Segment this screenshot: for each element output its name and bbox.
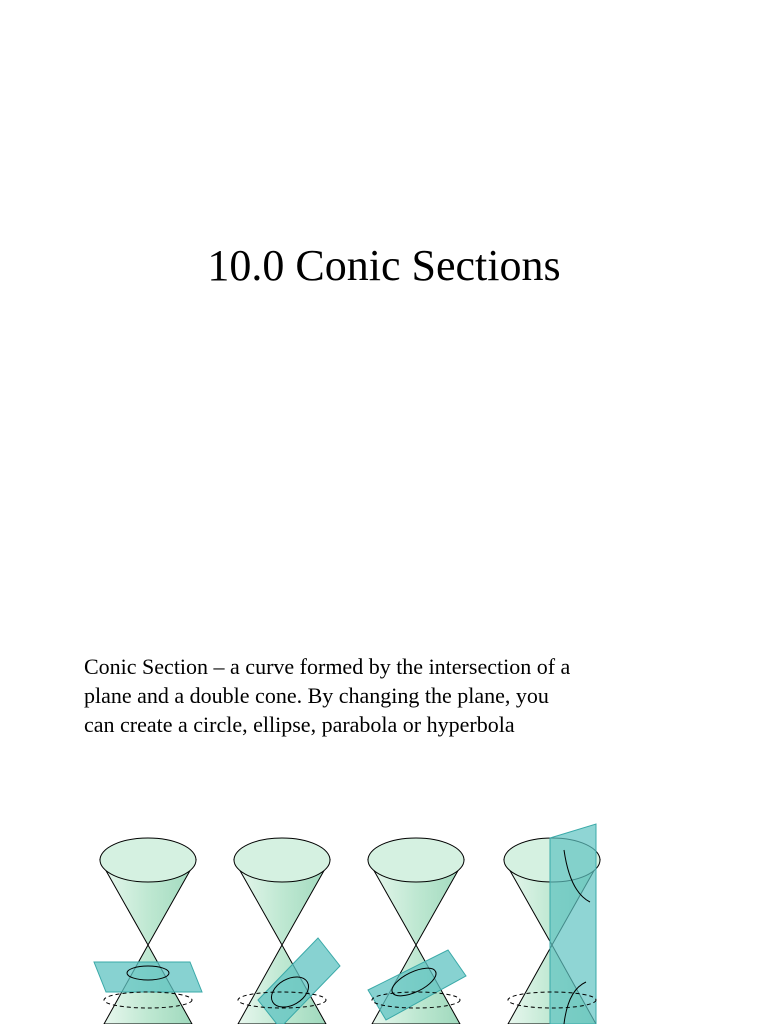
page-title: 10.0 Conic Sections bbox=[207, 241, 561, 290]
definition-text: Conic Section – a curve formed by the intersection of a plane and a double cone. By changing the plane, you can create a circle, ellipse, parabola or hyperbola bbox=[84, 654, 571, 737]
cone-hyperbola bbox=[504, 824, 600, 1024]
cone-parabola bbox=[368, 838, 466, 1024]
conic-sections-figure bbox=[80, 820, 620, 1024]
cone-circle bbox=[94, 838, 202, 1024]
cone-ellipse bbox=[234, 838, 340, 1024]
